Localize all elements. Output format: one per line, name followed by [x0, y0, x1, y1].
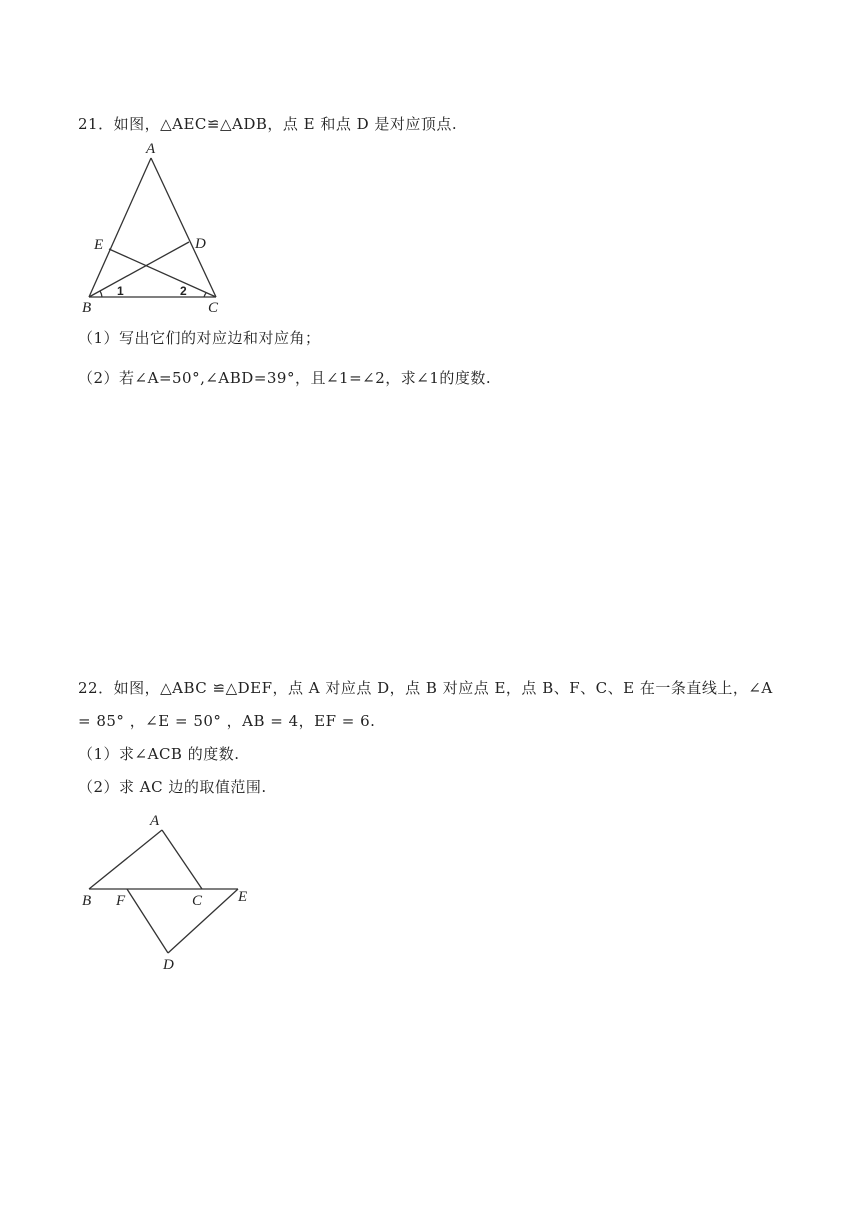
- q22-label-c: C: [192, 893, 203, 909]
- q22-side-fd: [127, 889, 168, 953]
- q21-label-c: C: [208, 300, 219, 316]
- q22-stem-line1: 22．如图，△ABC ≌△DEF，点 A 对应点 D，点 B 对应点 E，点 B、F、C、E 在一条直线上，∠A: [78, 679, 773, 697]
- q21-side-ab: [89, 158, 151, 297]
- q21-angle1-arc: [100, 291, 102, 297]
- q22-label-e: E: [238, 889, 248, 905]
- q21-label-angle2: 2: [180, 284, 187, 298]
- q22-label-a: A: [150, 813, 160, 829]
- q22-figure: [76, 808, 266, 978]
- q22-label-d: D: [163, 957, 174, 973]
- q21-label-d: D: [195, 236, 206, 252]
- q22-part2: （2）求 AC 边的取值范围.: [78, 778, 267, 796]
- q21-part1: （1）写出它们的对应边和对应角；: [78, 329, 321, 347]
- q22-side-ac: [162, 830, 202, 889]
- q21-side-ac: [151, 158, 216, 297]
- q22-label-b: B: [82, 893, 92, 909]
- q21-stem: 21．如图，△AEC≌△ADB，点 E 和点 D 是对应顶点.: [78, 115, 458, 133]
- q21-part2: （2）若∠A=50°,∠ABD=39°，且∠1=∠2，求∠1的度数.: [78, 369, 492, 387]
- q21-label-e: E: [94, 237, 104, 253]
- q21-figure: [76, 138, 236, 318]
- q22-part1: （1）求∠ACB 的度数.: [78, 745, 240, 763]
- q22-stem-line2: = 85° ，∠E = 50° ，AB = 4，EF = 6.: [78, 712, 376, 730]
- q21-segment-bd: [89, 242, 189, 297]
- q22-side-ab: [89, 830, 162, 889]
- q22-label-f: F: [116, 893, 126, 909]
- q22-side-ed: [168, 889, 238, 953]
- q21-label-b: B: [82, 300, 92, 316]
- q21-label-angle1: 1: [117, 284, 124, 298]
- q21-label-a: A: [146, 141, 156, 157]
